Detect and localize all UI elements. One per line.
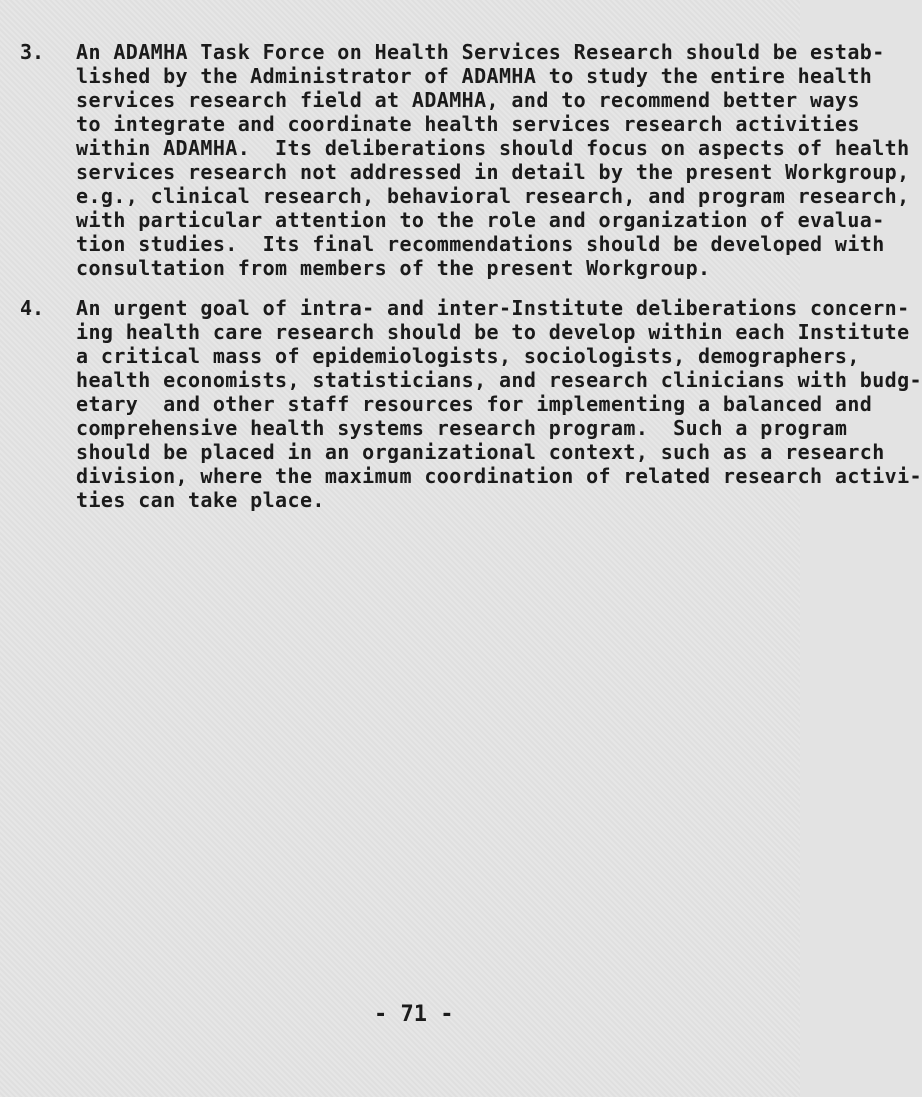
item-line: consultation from members of the present Workgroup. [76, 256, 711, 280]
item-line: a critical mass of epidemiologists, sociologists, demographers, [76, 344, 860, 368]
item-line: health economists, statisticians, and research clinicians with budg- [76, 368, 922, 392]
item-line: within ADAMHA. Its deliberations should focus on aspects of health [76, 136, 910, 160]
item-line: tion studies. Its final recommendations should be developed with [76, 232, 885, 256]
item-line: An ADAMHA Task Force on Health Services Research should be estab- [76, 40, 885, 64]
item-line: comprehensive health systems research program. Such a program [76, 416, 848, 440]
item-line: lished by the Administrator of ADAMHA to study the entire health [76, 64, 873, 88]
item-number: 3. [20, 40, 45, 64]
item-line: ing health care research should be to develop within each Institute [76, 320, 910, 344]
item-line: with particular attention to the role and organization of evalua- [76, 208, 885, 232]
item-line: e.g., clinical research, behavioral research, and program research, [76, 184, 910, 208]
item-line: division, where the maximum coordination of related research activi- [76, 464, 922, 488]
item-line: services research not addressed in detail by the present Workgroup, [76, 160, 910, 184]
item-line: should be placed in an organizational context, such as a research [76, 440, 885, 464]
item-number: 4. [20, 296, 45, 320]
page-number: - 71 - [374, 1002, 454, 1027]
item-line: services research field at ADAMHA, and to recommend better ways [76, 88, 860, 112]
item-line: An urgent goal of intra- and inter-Institute deliberations concern- [76, 296, 910, 320]
item-line: ties can take place. [76, 488, 325, 512]
item-line: to integrate and coordinate health services research activities [76, 112, 860, 136]
item-line: etary and other staff resources for implementing a balanced and [76, 392, 873, 416]
